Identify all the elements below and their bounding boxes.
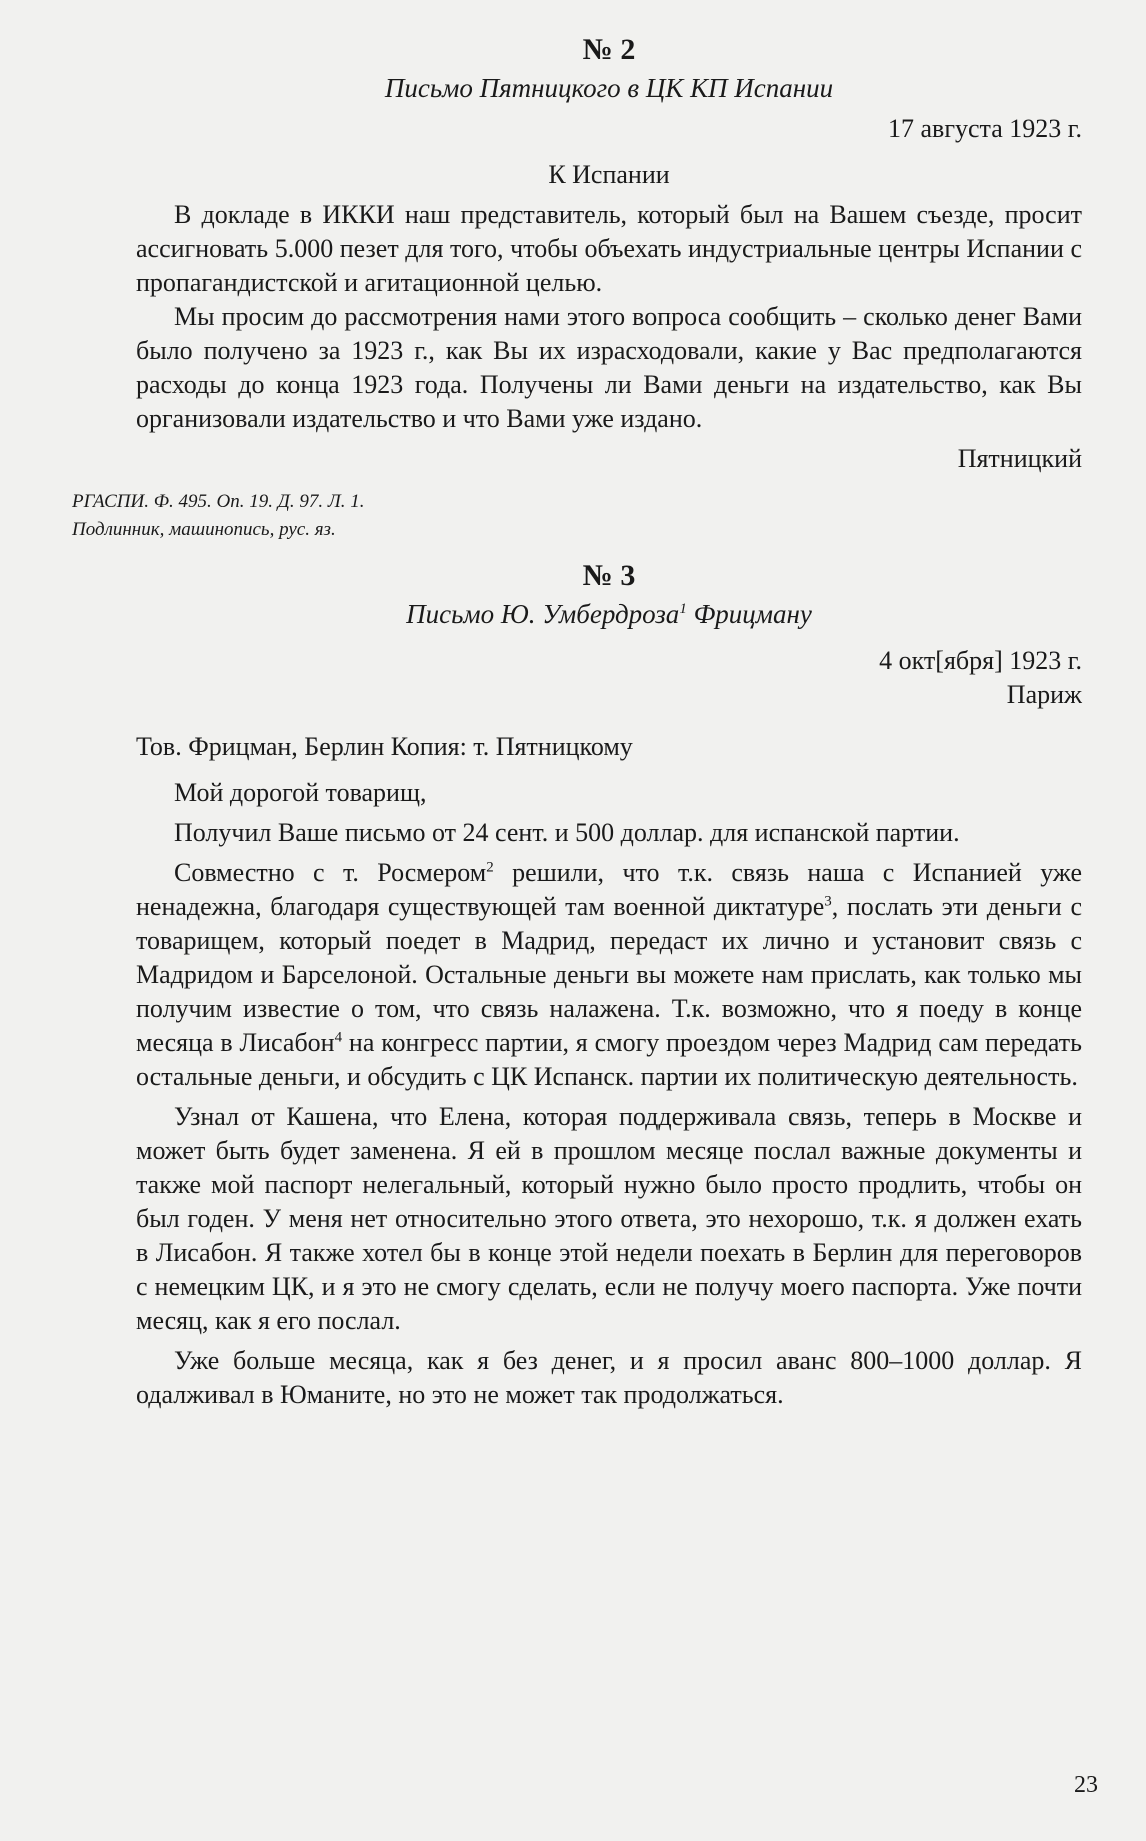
- doc2-signature: Пятницкий: [957, 444, 1082, 473]
- doc3-date: 4 окт[ября] 1923 г.: [879, 646, 1082, 675]
- footnote-marker: 1: [679, 601, 687, 617]
- doc3-paragraph-3: Узнал от Кашена, что Елена, которая поддерживала связь, теперь в Москве и может быть будет заменена. Я ей в прошлом месяце послал важные документы и также мой паспорт нелегальный, который нужно было просто продлить, чтобы он был годен. У меня нет относительно этого ответа, это нехорошо, т.к. я должен ехать в Лисабон. Я также хотел бы в конце этой недели поехать в Берлин для переговоров с немецким ЦК, и я это не смогу сделать, если не получу моего паспорта. Уже почти месяц, как я его послал.: [136, 1102, 1082, 1335]
- doc3-paragraph-4: Уже больше месяца, как я без денег, и я просил аванс 800–1000 доллар. Я одалживал в Юманите, но это не может так продолжаться.: [136, 1346, 1082, 1409]
- doc2-number: № 2: [582, 33, 636, 66]
- doc2-title: Письмо Пятницкого в ЦК КП Испании: [384, 73, 834, 103]
- doc3-number: № 3: [582, 559, 636, 592]
- doc3-paragraph-2: Совместно с т. Росмером$^2$ решили, что т.к. связь наша с Испанией уже ненадежна, благодаря существующей там военной диктатуре$^3$, послать эти деньги с товарищем, который поедет в Мадрид, передаст их лично и установит связь с Мадридом и Барселоной. Остальные деньги вы можете нам прислать, как только мы получим известие о том, что связь налажена. Т.к. возможно, что я поеду в конце месяца в Лисабон$^4$ на конгресс партии, я смогу проездом через Мадрид сам передать остальные деньги, и обсудить с ЦК Испанск. партии их политическую деятельность.: [136, 858, 1083, 1091]
- page-number: 23: [1074, 1772, 1098, 1798]
- doc2-source-archive: РГАСПИ. Ф. 495. Оп. 19. Д. 97. Л. 1.: [72, 491, 365, 512]
- doc2-paragraph-2: Мы просим до рассмотрения нами этого вопроса сообщить – сколько денег Вами было получено за 1923 г., как Вы их израсходовали, какие у Вас предполагаются расходы до конца 1923 года. Получены ли Вами деньги на издательство, как Вы организовали издательство и что Вами уже издано.: [136, 302, 1082, 433]
- doc3-greeting: Мой дорогой товарищ,: [174, 778, 427, 807]
- doc3-paragraph-1: Получил Ваше письмо от 24 сент. и 500 доллар. для испанской партии.: [174, 818, 960, 847]
- doc2-source-type: Подлинник, машинопись, рус. яз.: [72, 519, 336, 540]
- footnote-marker: 4: [334, 1029, 343, 1046]
- doc2-date: 17 августа 1923 г.: [888, 114, 1082, 143]
- doc2-addressee: К Испании: [548, 160, 670, 189]
- doc3-title: Письмо Ю. Умбердроза$^1$ Фрицману: [406, 599, 812, 629]
- doc3-place: Париж: [1006, 680, 1082, 709]
- footnote-marker: 3: [824, 893, 832, 910]
- text-column: [72, 30, 1083, 1412]
- doc3-recipient: Тов. Фрицман, Берлин Копия: т. Пятницкому: [136, 732, 633, 761]
- doc2-paragraph-1: В докладе в ИККИ наш представитель, который был на Вашем съезде, просит ассигновать 5.000 пезет для того, чтобы объехать индустриальные центры Испании с пропагандистской и агитационной целью.: [136, 200, 1082, 297]
- footnote-marker: 2: [486, 859, 494, 876]
